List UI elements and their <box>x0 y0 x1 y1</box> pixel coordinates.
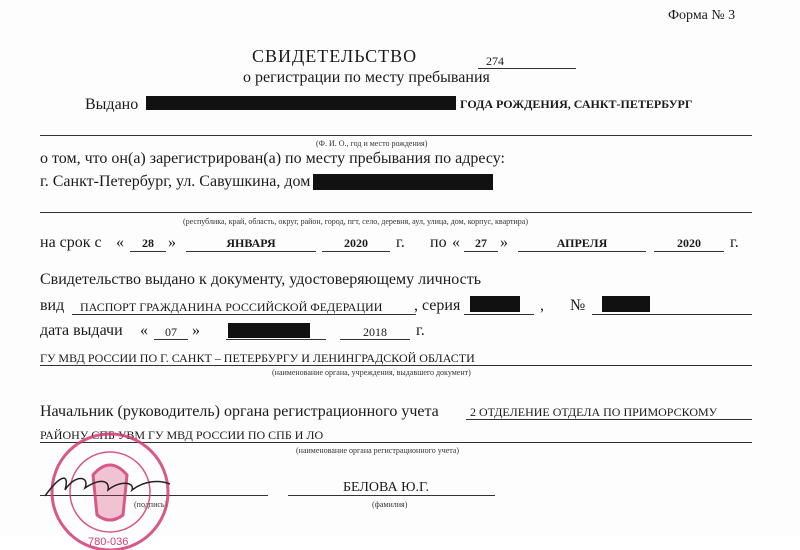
from-year: 2020 <box>344 236 368 250</box>
issue-day: 07 <box>165 325 177 339</box>
signature-caption: (подпись) <box>134 500 168 509</box>
quote: » <box>192 322 200 339</box>
series-label: , серия <box>414 297 461 314</box>
to-day: 27 <box>475 236 487 250</box>
registered-text: о том, что он(а) зарегистрирован(а) по месту пребывания по адресу: <box>40 150 505 167</box>
birth-info: ГОДА РОЖДЕНИЯ, САНКТ-ПЕТЕРБУРГ <box>460 97 693 111</box>
form-number: Форма № 3 <box>668 8 736 23</box>
redacted-name <box>146 96 456 110</box>
document-title: СВИДЕТЕЛЬСТВО <box>252 46 418 66</box>
signature-icon <box>40 470 180 500</box>
issued-to-caption: (Ф. И. О., год и место рождения) <box>316 139 428 148</box>
to-month: АПРЕЛЯ <box>556 236 608 250</box>
authority-value-2: РАЙОНУ СПБ УВМ ГУ МВД РОССИИ ПО СПБ И ЛО <box>40 428 324 442</box>
redacted-series <box>470 296 520 312</box>
to-year: 2020 <box>677 236 701 250</box>
address-line <box>40 173 493 191</box>
year-suffix: г. <box>396 234 405 251</box>
issuer: ГУ МВД РОССИИ ПО Г. САНКТ – ПЕТЕРБУРГУ И ЛЕНИНГРАДСКОЙ ОБЛАСТИ <box>40 351 475 365</box>
signer-surname: БЕЛОВА Ю.Г. <box>343 480 429 495</box>
quote: « <box>452 234 460 251</box>
period-from-label: на срок с <box>40 234 102 251</box>
document-subtitle: о регистрации по месту пребывания <box>243 69 490 86</box>
address-value: г. Санкт-Петербург, ул. Савушкина, дом <box>40 173 311 190</box>
redacted-address <box>313 174 493 190</box>
quote: » <box>168 234 176 251</box>
doc-type-label: вид <box>40 297 65 314</box>
authority-label: Начальник (руководитель) органа регистрационного учета <box>40 403 439 420</box>
from-month: ЯНВАРЯ <box>226 236 276 250</box>
issue-year: 2018 <box>363 325 387 339</box>
redacted-number <box>602 296 650 312</box>
quote: « <box>116 234 124 251</box>
document-heading: Свидетельство выдано к документу, удостоверяющему личность <box>40 271 482 288</box>
issuer-caption: (наименование органа, учреждения, выдавшего документ) <box>272 368 471 377</box>
surname-caption: (фамилия) <box>372 500 408 509</box>
quote: « <box>140 322 148 339</box>
doc-type-value: ПАСПОРТ ГРАЖДАНИНА РОССИЙСКОЙ ФЕДЕРАЦИИ <box>80 300 383 314</box>
authority-value-1: 2 ОТДЕЛЕНИЕ ОТДЕЛА ПО ПРИМОРСКОМУ <box>470 405 718 419</box>
period-to-label: по <box>430 234 447 251</box>
issue-date-label: дата выдачи <box>40 322 123 339</box>
issued-to-label: Выдано <box>85 96 139 113</box>
year-suffix: г. <box>416 322 425 339</box>
year-suffix: г. <box>730 234 739 251</box>
number-label: № <box>570 297 586 314</box>
stamp-number: 780-036 <box>88 536 129 548</box>
from-day: 28 <box>142 236 154 250</box>
quote: » <box>500 234 508 251</box>
redacted-month <box>228 323 310 338</box>
certificate-number: 274 <box>486 54 504 68</box>
comma: , <box>540 297 544 314</box>
address-caption: (республика, край, область, округ, район, город, пгт, село, деревня, аул, улица, дом, корпус, квартира) <box>183 217 529 226</box>
authority-caption: (наименование органа регистрационного учета) <box>296 446 460 455</box>
